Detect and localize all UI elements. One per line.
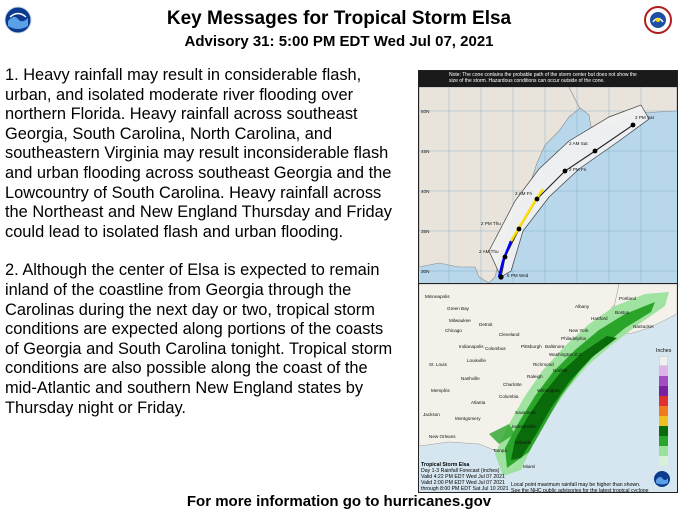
- city-label: Boston: [615, 310, 630, 315]
- footer-link-text: For more information go to hurricanes.gov: [186, 493, 492, 510]
- rain-caption-line: Tropical Storm Elsa: [421, 462, 470, 468]
- position-label: 2 PM Thu: [481, 221, 501, 226]
- position-label: 2 AM Thu: [479, 249, 499, 254]
- city-label: Green Bay: [447, 306, 469, 311]
- city-label: Raleigh: [527, 374, 543, 379]
- city-label: Columbia: [499, 394, 519, 399]
- position-label: 5 PM Wed: [507, 273, 529, 278]
- rain-footnote: [511, 482, 671, 493]
- city-label: Columbus: [485, 346, 506, 351]
- city-label: Washington D.C.: [549, 352, 584, 357]
- rain-caption-line: Day 1-3 Rainfall Forecast (inches): [421, 468, 500, 474]
- city-label: Savannah: [515, 410, 536, 415]
- cone-map-graphic: [419, 71, 677, 284]
- city-label: St. Louis: [429, 362, 447, 367]
- rainfall-forecast-map: [418, 283, 678, 493]
- position-label: 2 AM Sat: [569, 141, 588, 146]
- city-label: Orlando: [515, 440, 532, 445]
- city-label: Milwaukee: [449, 318, 471, 323]
- city-label: Jacksonville: [511, 424, 536, 429]
- city-label: Cleveland: [499, 332, 520, 337]
- city-label: Tampa: [493, 448, 507, 453]
- rain-caption: [421, 462, 511, 493]
- city-label: Jackson: [423, 412, 440, 417]
- rain-scale-bar: [659, 356, 668, 466]
- position-label: 2 PM Sat: [635, 115, 654, 120]
- key-message-2: 2. Although the center of Elsa is expected to remain inland of the coastline from Georgia through the Carolinas during the next day or two, tropical storm conditions are expected along portions of the coasts of Georgia and South Carolina tonight. Tropical storm conditions are also possible along the coast of the mid-Atlantic and southern New England states by Thursday night or Friday.: [5, 261, 393, 417]
- page-title: Key Messages for Tropical Storm Elsa: [166, 8, 512, 29]
- city-label: Baltimore: [545, 344, 565, 349]
- city-label: New Orleans: [429, 434, 456, 439]
- city-label: Hartford: [591, 316, 608, 321]
- key-messages: [5, 66, 397, 437]
- city-label: Portland: [619, 296, 637, 301]
- city-label: Atlanta: [471, 400, 486, 405]
- city-label: Miami: [523, 464, 536, 469]
- lat-label: 30N: [421, 269, 430, 274]
- city-label: Philadelphia: [561, 336, 587, 341]
- city-label: Louisville: [467, 358, 486, 363]
- rain-footnote-line: See the NHC public advisories for the latest tropical cyclone: [511, 488, 649, 493]
- city-label: Albany: [575, 304, 590, 309]
- city-label: Montgomery: [455, 416, 481, 421]
- lat-label: 35N: [421, 229, 430, 234]
- city-label: Charlotte: [503, 382, 522, 387]
- noaa-small-logo-icon: [653, 470, 671, 488]
- city-label: Wilmington: [537, 388, 560, 393]
- city-label: Pittsburgh: [521, 344, 542, 349]
- city-label: Minneapolis: [425, 294, 450, 299]
- city-label: Indianapolis: [459, 344, 484, 349]
- position-label: 2 PM Fri: [569, 167, 587, 172]
- lat-label: 40N: [421, 189, 430, 194]
- city-label: New York: [569, 328, 589, 333]
- city-label: Detroit: [479, 322, 493, 327]
- lat-label: 50N: [421, 109, 430, 114]
- rain-caption-line: Valid 2:00 PM EDT Wed Jul 07 2021: [421, 480, 505, 486]
- lat-label: 45N: [421, 149, 430, 154]
- advisory-subtitle: Advisory 31: 5:00 PM EDT Wed Jul 07, 2021: [184, 33, 494, 50]
- rain-scale-label: Inches: [656, 348, 672, 354]
- city-label: Nantucket: [633, 324, 654, 329]
- position-label: 2 AM Fri: [515, 191, 533, 196]
- city-label: Memphis: [431, 388, 450, 393]
- rain-caption-line: through 8:00 PM EDT Sat Jul 10 2021: [421, 486, 509, 492]
- key-message-1: 1. Heavy rainfall may result in considerable flash, urban, and isolated moderate river flooding over northern Florida. Heavy rainfall across southeast Georgia, South Carolina, North Carolina, and southeastern Virginia may result inconsiderable flash and urban flooding across southeast Georgia and the Lowcountry of South Carolina. Heavy rainfall across the Northeast and New England Thursday and Friday could lead to isolated flash and urban flooding.: [5, 66, 392, 241]
- city-label: Chicago: [445, 328, 462, 333]
- city-label: Richmond: [533, 362, 554, 367]
- rain-caption-line: Valid 4:22 PM EDT Wed Jul 07 2021: [421, 474, 505, 480]
- cone-note: Note: The cone contains the probable path of the storm center but does not show the size of the storm. Hazardous conditions can occur outside of the cone.: [419, 71, 677, 87]
- city-label: Norfolk: [553, 368, 568, 373]
- rain-footnote-line: Local point maximum rainfall may be higher than shown.: [511, 482, 641, 488]
- city-label: Nashville: [461, 376, 480, 381]
- cone-forecast-map: [418, 70, 678, 284]
